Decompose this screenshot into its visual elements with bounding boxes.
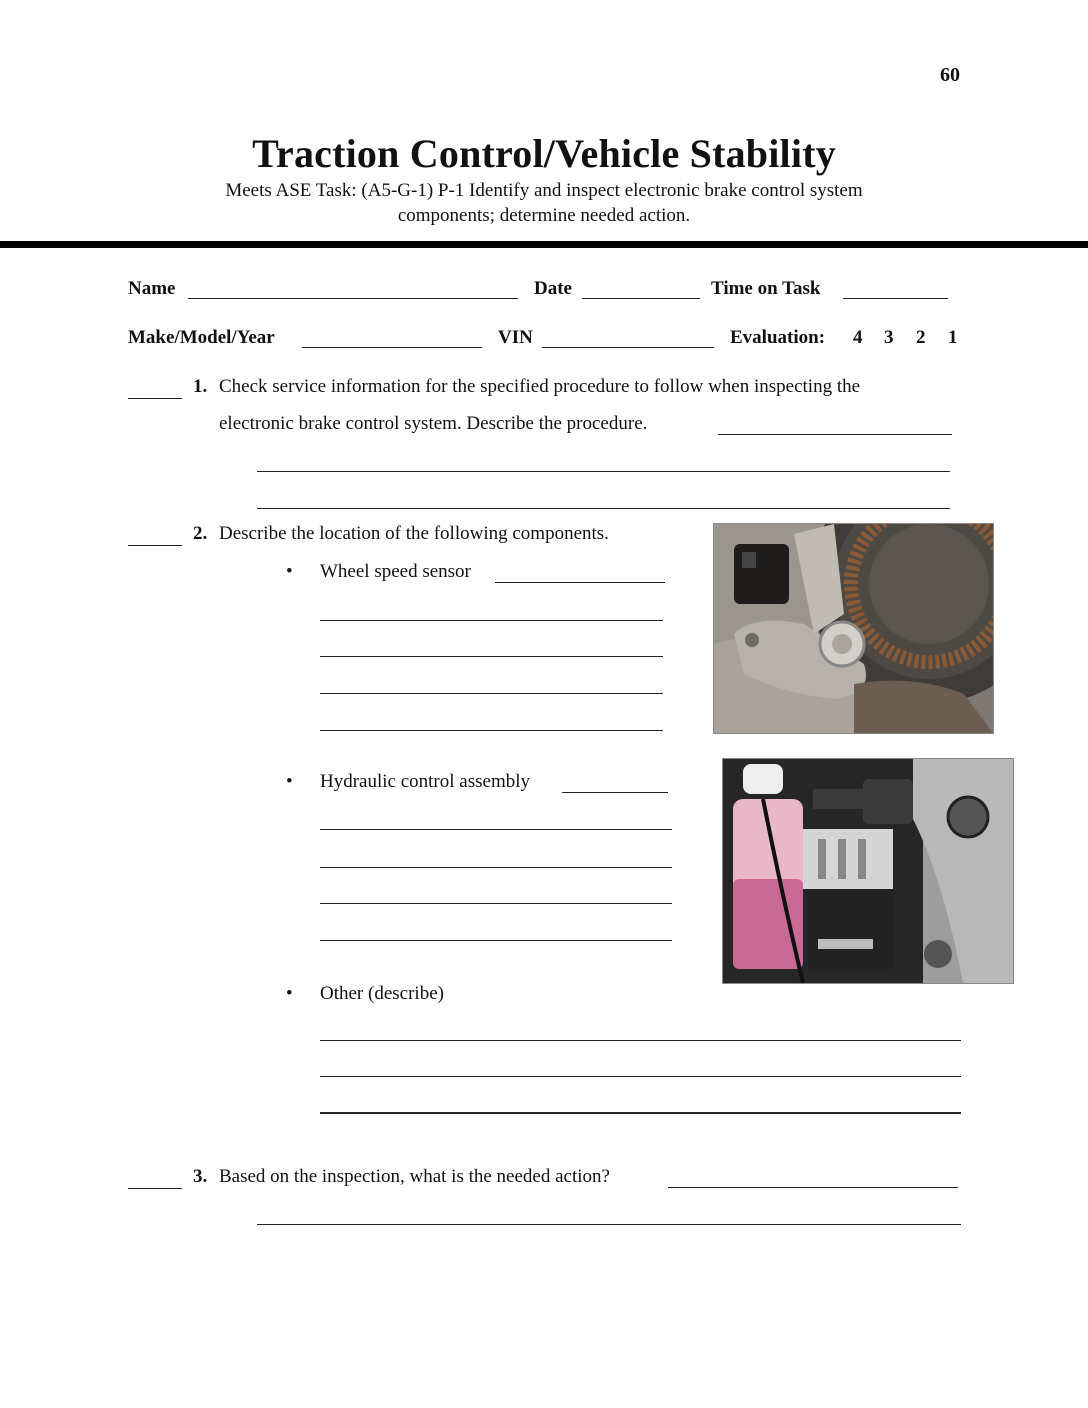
bullet-icon: • xyxy=(286,771,293,792)
q3-check-blank[interactable] xyxy=(128,1188,182,1189)
hydraulic-control-assembly-line-4[interactable] xyxy=(320,903,672,904)
hydraulic-control-assembly-line-1[interactable] xyxy=(562,792,668,793)
q1-answer-line-3[interactable] xyxy=(257,508,950,509)
time-on-task-label: Time on Task xyxy=(711,278,821,299)
wheel-speed-sensor-photo xyxy=(713,523,994,734)
date-label: Date xyxy=(534,278,572,299)
q1-text-line-1: Check service information for the specified procedure to follow when inspecting the xyxy=(219,376,861,397)
hydraulic-control-assembly-illustration xyxy=(723,759,1013,983)
subtitle-line-1: Meets ASE Task: (A5-G-1) P-1 Identify and inspect electronic brake control system xyxy=(225,180,863,201)
hydraulic-control-assembly-label: Hydraulic control assembly xyxy=(320,771,531,792)
q1-number: 1. xyxy=(193,376,208,397)
hydraulic-control-assembly-line-3[interactable] xyxy=(320,867,672,868)
q1-check-blank[interactable] xyxy=(128,398,182,399)
evaluation-label: Evaluation: xyxy=(730,327,826,348)
q1-answer-line-2[interactable] xyxy=(257,471,950,472)
other-line-1[interactable] xyxy=(320,1040,961,1041)
wheel-speed-sensor-illustration xyxy=(714,524,993,733)
q3-text: Based on the inspection, what is the needed action? xyxy=(219,1166,610,1187)
make-model-year-label: Make/Model/Year xyxy=(128,327,275,348)
date-field[interactable] xyxy=(582,298,700,299)
header-divider xyxy=(0,241,1088,248)
evaluation-score-1[interactable]: 1 xyxy=(948,327,958,348)
page-title: Traction Control/Vehicle Stability xyxy=(252,131,836,176)
evaluation-score-2[interactable]: 2 xyxy=(916,327,926,348)
hydraulic-control-assembly-photo xyxy=(722,758,1014,984)
bullet-icon: • xyxy=(286,561,293,582)
other-line-2[interactable] xyxy=(320,1076,961,1077)
subtitle-line-2: components; determine needed action. xyxy=(397,205,691,226)
q3-number: 3. xyxy=(193,1166,208,1187)
evaluation-score-3[interactable]: 3 xyxy=(884,327,894,348)
q2-check-blank[interactable] xyxy=(128,545,182,546)
page-number: 60 xyxy=(940,64,960,86)
evaluation-score-4[interactable]: 4 xyxy=(853,327,863,348)
vin-field[interactable] xyxy=(542,347,714,348)
q3-answer-line-2[interactable] xyxy=(257,1224,961,1225)
other-describe-label: Other (describe) xyxy=(320,983,444,1004)
q3-answer-line-1[interactable] xyxy=(668,1187,958,1188)
wheel-speed-sensor-line-3[interactable] xyxy=(320,656,663,657)
name-field[interactable] xyxy=(188,298,518,299)
q1-answer-line-1[interactable] xyxy=(718,434,952,435)
other-line-3[interactable] xyxy=(320,1112,961,1114)
hydraulic-control-assembly-line-5[interactable] xyxy=(320,940,672,941)
hydraulic-control-assembly-line-2[interactable] xyxy=(320,829,672,830)
wheel-speed-sensor-line-1[interactable] xyxy=(495,582,665,583)
wheel-speed-sensor-label: Wheel speed sensor xyxy=(320,561,471,582)
wheel-speed-sensor-line-5[interactable] xyxy=(320,730,663,731)
wheel-speed-sensor-line-4[interactable] xyxy=(320,693,663,694)
wheel-speed-sensor-line-2[interactable] xyxy=(320,620,663,621)
make-model-year-field[interactable] xyxy=(302,347,482,348)
q1-text-line-2: electronic brake control system. Describe the procedure. xyxy=(219,413,648,434)
vin-label: VIN xyxy=(498,327,533,348)
bullet-icon: • xyxy=(286,983,293,1004)
name-label: Name xyxy=(128,278,176,299)
q2-number: 2. xyxy=(193,523,208,544)
time-on-task-field[interactable] xyxy=(843,298,948,299)
q2-text: Describe the location of the following components. xyxy=(219,523,609,544)
